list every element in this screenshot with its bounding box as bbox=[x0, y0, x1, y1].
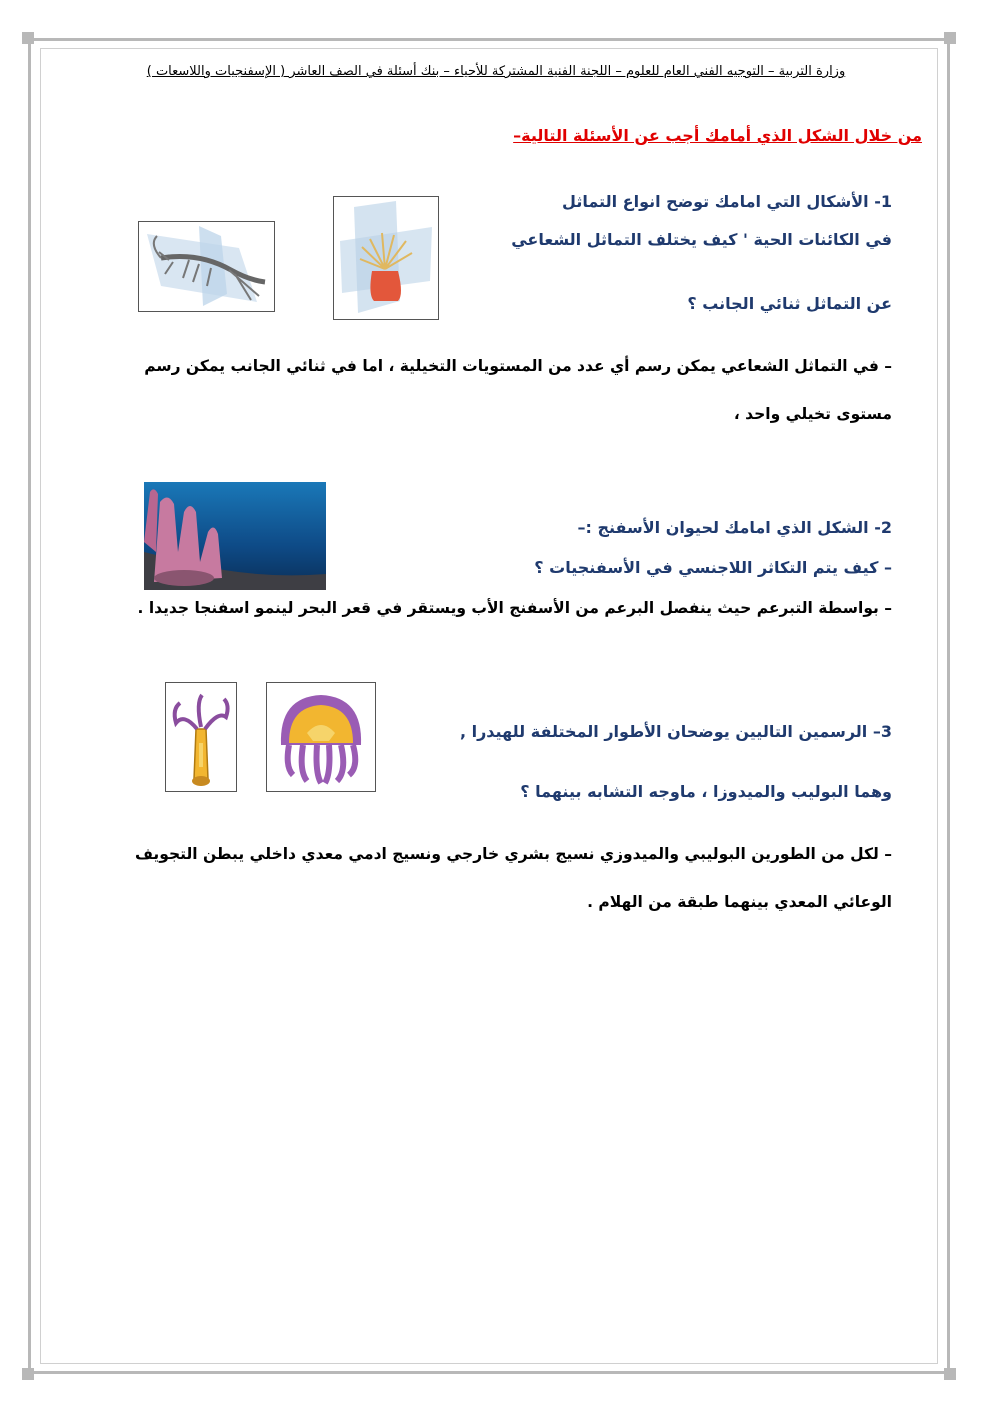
question-3-line-2: وهما البوليب والميدوزا ، ماوجه التشابه بينهما ؟ bbox=[520, 782, 892, 801]
border-corner bbox=[22, 32, 34, 44]
question-2-line-1: 2- الشكل الذي امامك لحيوان الأسفنج :– bbox=[577, 518, 892, 537]
border-corner bbox=[944, 1368, 956, 1380]
border-corner bbox=[944, 32, 956, 44]
instructions-title: من خلال الشكل الذي أمامك أجب عن الأسئلة التالية– bbox=[513, 126, 922, 145]
page-header: وزارة التربية – التوجيه الفني العام للعلوم – اللجنة الفنية المشتركة للأحياء – بنك أسئلة في الصف العاشر ( الإسفنجيات واللاسعات ) bbox=[146, 64, 846, 79]
question-1-line-2: في الكائنات الحية ' كيف يختلف التماثل الشعاعي bbox=[511, 230, 892, 249]
sea-sponge-photo bbox=[144, 482, 326, 590]
question-2-line-2: – كيف يتم التكاثر اللاجنسي في الأسفنجيات ؟ bbox=[534, 558, 892, 577]
hydra-medusa-image bbox=[266, 682, 376, 792]
bilateral-symmetry-lobster-image bbox=[138, 221, 275, 312]
radial-symmetry-anemone-image bbox=[333, 196, 439, 320]
border-corner bbox=[22, 1368, 34, 1380]
answer-3: – لكل من الطورين البوليبي والميدوزي نسيج بشري خارجي ونسيج ادمي معدي داخلي يبطن التجويف الوعائي المعدي بينهما طبقة من الهلام . bbox=[134, 845, 892, 911]
answer-1: – في التماثل الشعاعي يمكن رسم أي عدد من المستويات التخيلية ، اما في ثنائي الجانب يمكن رسم مستوى تخيلي واحد ، bbox=[144, 357, 892, 423]
hydra-polyp-image bbox=[165, 682, 237, 792]
question-1-line-3: عن التماثل ثنائي الجانب ؟ bbox=[687, 294, 892, 313]
question-1-line-1: 1- الأشكال التي امامك توضح انواع التماثل bbox=[562, 192, 892, 211]
question-3-line-1: 3– الرسمين التاليين يوضحان الأطوار المختلفة للهيدرا , bbox=[459, 722, 892, 741]
answer-2: – بواسطة التبرعم حيث ينفصل البرعم من الأسفنج الأب ويستقر في قعر البحر لينمو اسفنجا جديدا . bbox=[137, 599, 892, 617]
